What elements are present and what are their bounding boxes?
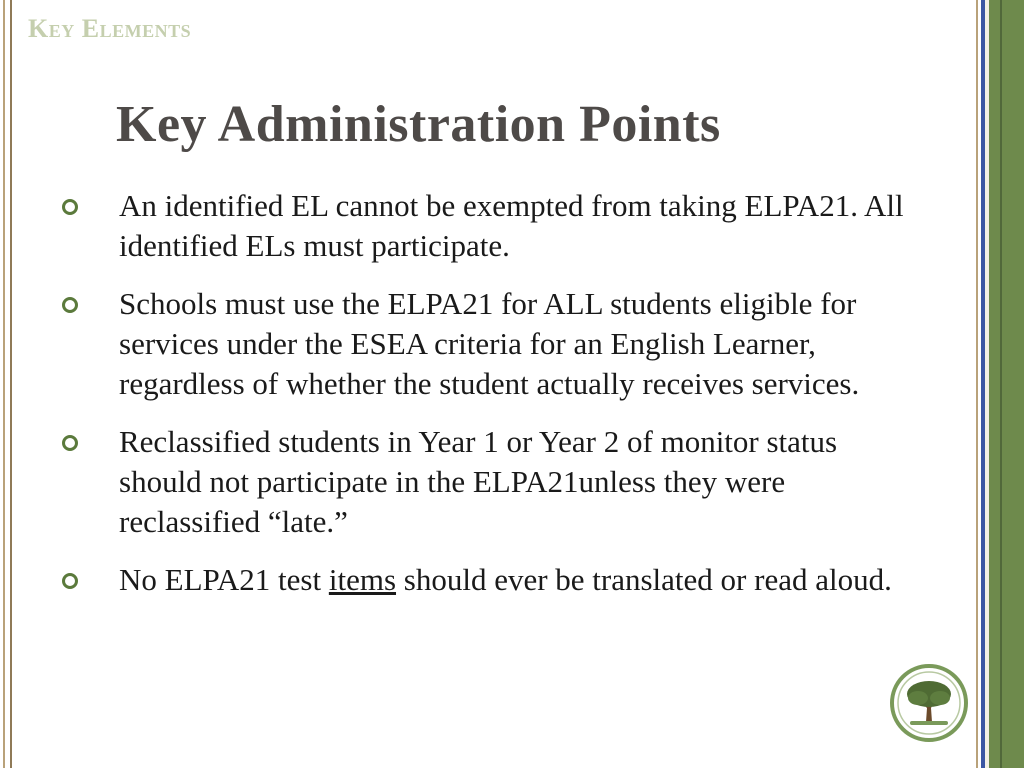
logo-ground bbox=[910, 721, 948, 725]
bullet-item bbox=[62, 560, 912, 600]
tree-seal-icon bbox=[890, 664, 968, 742]
section-label: Key Elements bbox=[28, 14, 192, 43]
bullet-text-underlined: items bbox=[328, 562, 397, 597]
logo-canopy bbox=[930, 691, 950, 705]
bullet-text: Reclassified students in Year 1 or Year 2 of monitor status should not participate in the ELPA21unless they were reclassified “late.” bbox=[119, 424, 838, 539]
frame-line bbox=[10, 0, 12, 768]
bullet-item bbox=[62, 284, 912, 404]
logo-canopy bbox=[908, 691, 928, 705]
frame-band-stripe bbox=[1000, 0, 1002, 768]
bullet-circle-icon bbox=[62, 199, 78, 215]
bullet-item bbox=[62, 422, 912, 542]
bullet-item bbox=[62, 186, 912, 266]
bullet-text-after: should ever be translated or read aloud. bbox=[396, 562, 892, 597]
frame-line bbox=[3, 0, 5, 768]
page-title: Key Administration Points bbox=[116, 96, 721, 153]
frame-band-green bbox=[989, 0, 1024, 768]
bullet-text: An identified EL cannot be exempted from taking ELPA21. All identified ELs must participate. bbox=[119, 188, 904, 263]
frame-line bbox=[976, 0, 978, 768]
bullet-text-before: No ELPA21 test bbox=[119, 562, 329, 597]
bullet-text: Schools must use the ELPA21 for ALL students eligible for services under the ESEA criteria for an English Learner, regardless of whether the student actually receives services. bbox=[119, 286, 860, 401]
bullet-circle-icon bbox=[62, 573, 78, 589]
bullet-circle-icon bbox=[62, 435, 78, 451]
bullet-list bbox=[62, 186, 912, 618]
bullet-circle-icon bbox=[62, 297, 78, 313]
bullet-text bbox=[119, 562, 892, 597]
